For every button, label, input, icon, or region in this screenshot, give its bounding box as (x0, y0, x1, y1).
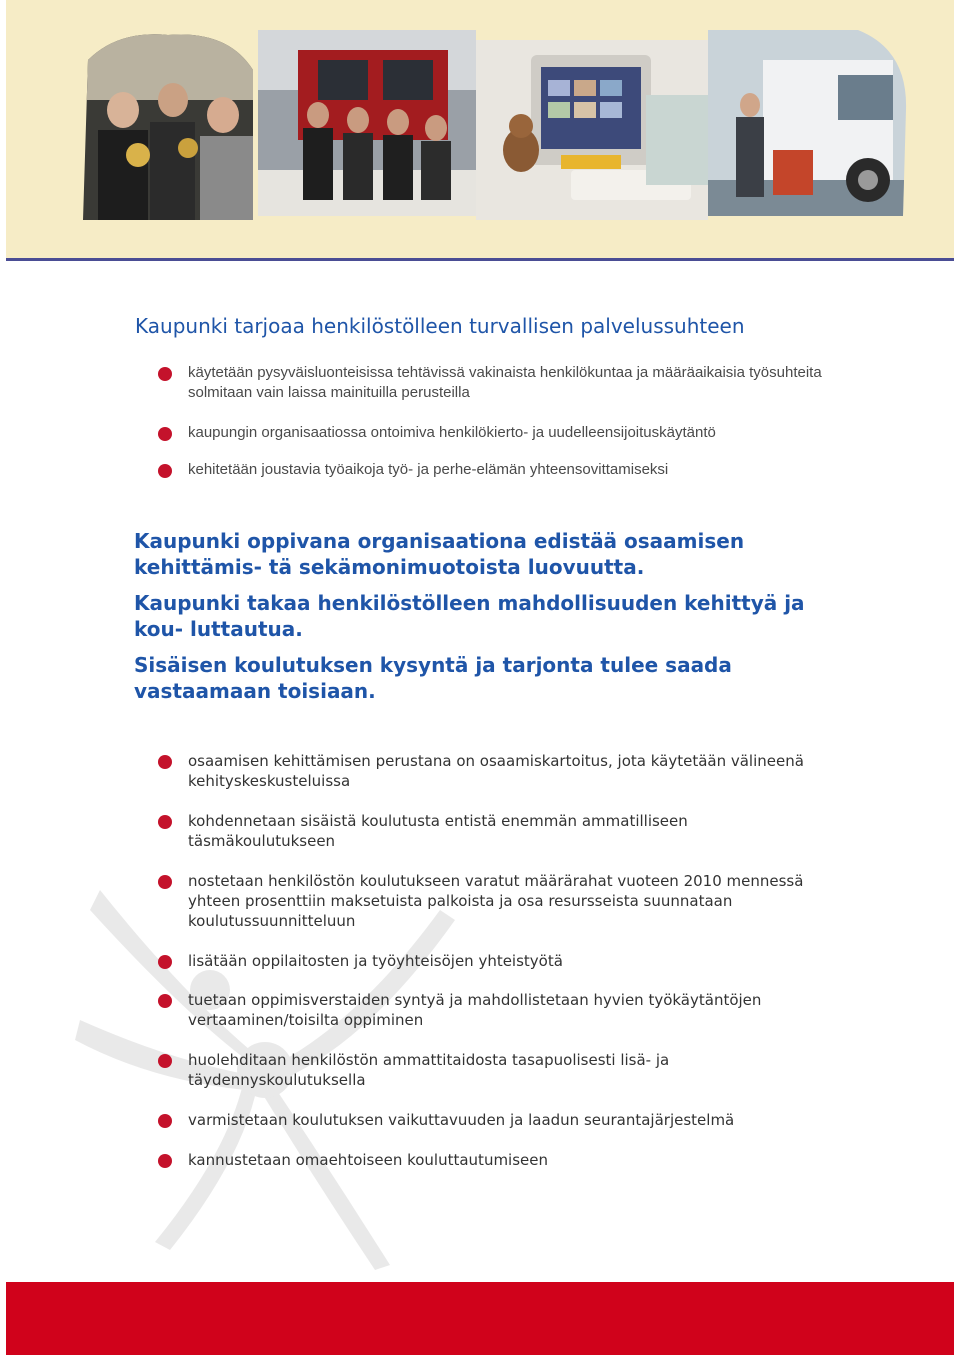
list-item-text: nostetaan henkilöstön koulutukseen varatut määrärahat vuoteen 2010 mennessä yhteen prosenttiin maksetuista palkoista ja osa resursseista suunnataan koulutussuunnitteluun (188, 872, 804, 930)
list-item-text: käytetään pysyväisluonteisissa tehtävissä vakinaista henkilökuntaa ja määräaikaisia työsuhteita solmitaan vain laissa mainituilla perusteilla (188, 364, 822, 401)
section-title-secure-employment: Kaupunki tarjoaa henkilöstölleen turvallisen palvelussuhteen (135, 314, 745, 338)
bullet-dot-icon (158, 367, 172, 381)
list-item (188, 363, 838, 403)
list-item (188, 871, 838, 931)
list-item-text: lisätään oppilaitosten ja työyhteisöjen yhteistyötä (188, 952, 563, 970)
brass-band-photo (78, 30, 258, 220)
lead-learning-organisation: Kaupunki oppivana organisaationa edistää osaamisen kehittämis- tä sekämonimuotoista luovuutta. (134, 529, 745, 579)
list-item (188, 1150, 838, 1170)
bullet-dot-icon (158, 1114, 172, 1128)
list-item (188, 751, 838, 791)
lead-development-opportunity: Kaupunki takaa henkilöstölleen mahdollisuuden kehittyä ja kou- luttautua. (134, 591, 805, 641)
bullet-dot-icon (158, 1154, 172, 1168)
list-item-text: varmistetaan koulutuksen vaikuttavuuden ja laadun seurantajärjestelmä (188, 1111, 735, 1129)
list-item (188, 1110, 838, 1130)
list-item-text: kaupungin organisaatiossa ontoimiva henkilökierto- ja uudelleensijoituskäytäntö (188, 424, 716, 441)
list-item (188, 460, 838, 480)
bullet-dot-icon (158, 875, 172, 889)
bullet-dot-icon (158, 815, 172, 829)
list-item-text: kehitetään joustavia työaikoja työ- ja perhe-elämän yhteensovittamiseksi (188, 461, 669, 478)
bullet-dot-icon (158, 427, 172, 441)
bullet-dot-icon (158, 1054, 172, 1068)
bullet-dot-icon (158, 994, 172, 1008)
lead-internal-training: Sisäisen koulutuksen kysyntä ja tarjonta tulee saada vastaamaan toisiaan. (134, 653, 732, 703)
list-item-text: osaamisen kehittämisen perustana on osaamiskartoitus, jota käytetään välineenä kehityskeskusteluissa (188, 752, 804, 790)
footer-band (6, 1282, 954, 1355)
header-rule (6, 258, 954, 261)
list-item-text: kannustetaan omaehtoiseen kouluttautumiseen (188, 1151, 549, 1169)
bullet-dot-icon (158, 464, 172, 478)
computer-workstation-photo (476, 40, 708, 220)
bullet-dot-icon (158, 755, 172, 769)
man-with-truck-photo (708, 30, 908, 216)
list-item (188, 1050, 838, 1090)
bullet-dot-icon (158, 955, 172, 969)
list-item-text: huolehditaan henkilöstön ammattitaidosta tasapuolisesti lisä- ja täydennyskoulutuksella (188, 1051, 670, 1089)
list-item-text: tuetaan oppimisverstaiden syntyä ja mahdollistetaan hyvien työkäytäntöjen vertaaminen/toisilta oppiminen (188, 991, 762, 1029)
list-item-text: kohdennetaan sisäistä koulutusta entistä enemmän ammatilliseen täsmäkoulutukseen (188, 812, 688, 850)
list-item (188, 423, 838, 443)
list-item (188, 951, 838, 971)
group-with-tractor-photo (258, 30, 476, 216)
list-item (188, 811, 838, 851)
list-item (188, 990, 838, 1030)
